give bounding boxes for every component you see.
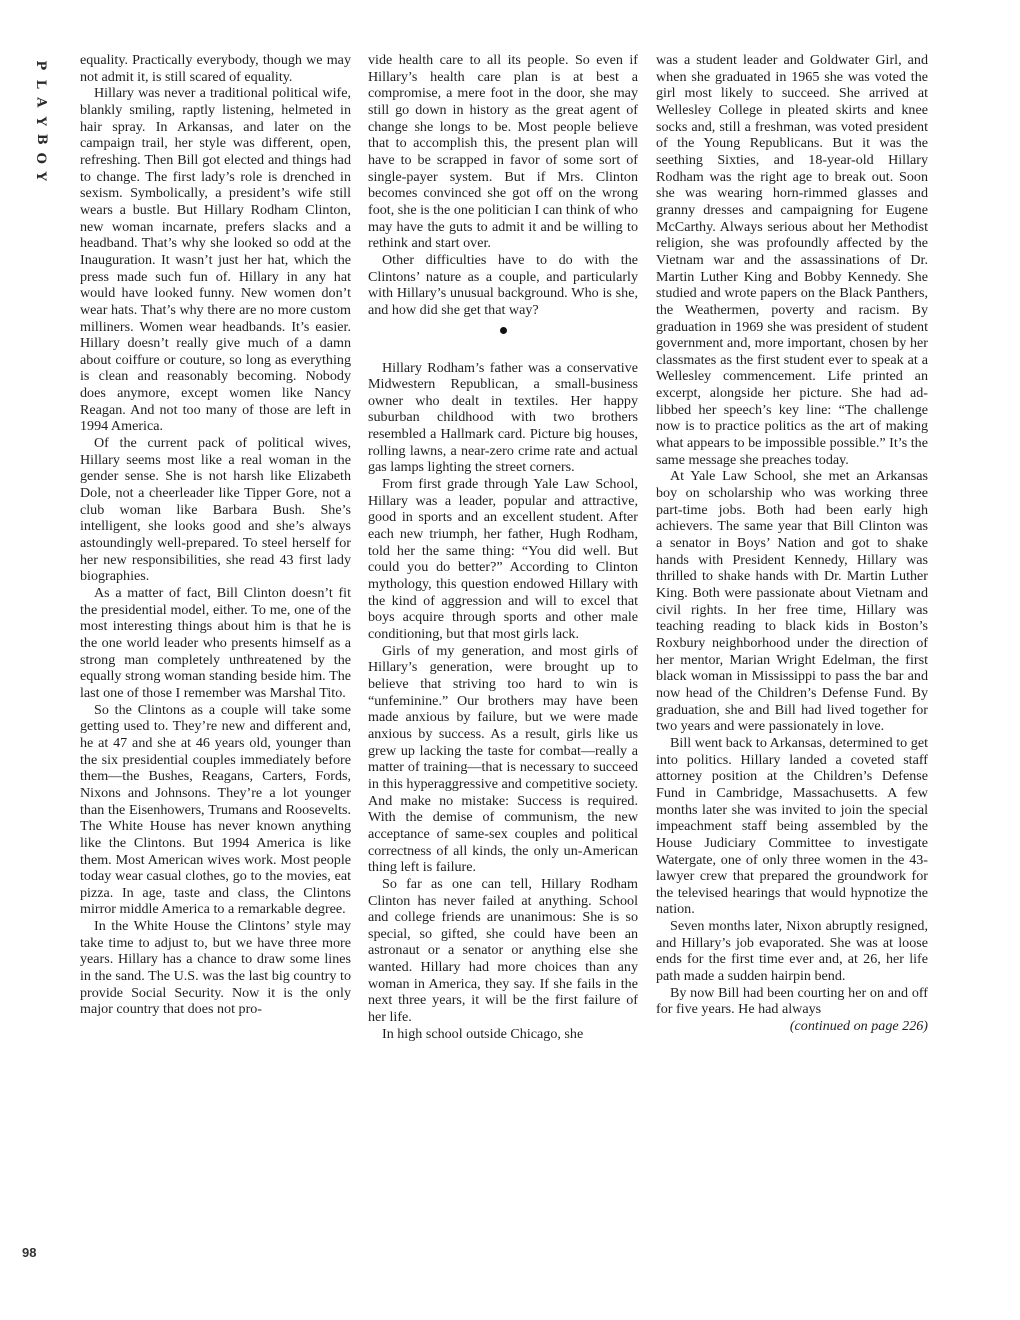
article-paragraph: So the Clintons as a couple will take some getting used to. They’re new and different and, he at 47 and she at 46 years old, younger than the six presidential couples immediately before them—the Bushes, Reagans, Carters, Fords, Nixons and Johnsons. They’re a lot younger than the Eisenhowers, Trumans and Roosevelts. The White House has never known anything like the Clintons. But 1994 America is like them. Most American wives work. Most people today wear casual clothes, go to the movies, eat pizza. In age, taste and class, the Clintons mirror middle America to a remarkable degree. [80,701,351,918]
article-paragraph: From first grade through Yale Law School, Hillary was a leader, popular and attractive, good in sports and an excellent student. After each new triumph, her father, Hugh Rodham, told her the same thing: “You did well. But could you do better?” According to Clinton mythology, this question endowed Hillary with the kind of aggression and will to excel that boys acquire through sports and other male conditioning, but that most girls lack. [368,476,638,642]
brand-letter: L [33,79,49,89]
article-column-3 [656,52,928,1274]
page-number: 98 [22,1245,37,1260]
article-paragraph: Hillary was never a traditional political wife, blankly smiling, raptly listening, helmeted in hair spray. In Arkansas, and later on the campaign trail, her style was different, open, refreshing. Then Bill got elected and things had to change. The first lady’s role is drenched in sexism. Symbolically, a president’s wife still wears a bustle. But Hillary Rodham Clinton, new woman incarnate, prefers slacks and a headband. That’s why she looked so odd at the Inauguration. It wasn’t just her hat, which the press made such fun of. Hillary in any hat would have looked funny. New women don’t wear hats. That’s why there are no more custom milliners. Women wear headbands. It’s easier. Hillary doesn’t really give much of a damn about coiffure or couture, so long as everything is clean and reasonably becoming. Nobody does anymore, except women like Nancy Reagan. And not too many of those are left in 1994 America. [80,85,351,435]
continued-jump-line: (continued on page 226) [789,1018,928,1035]
article-paragraph: Bill went back to Arkansas, determined to get into politics. Hillary landed a coveted staff attorney position at the Children’s Defense Fund in Cambridge, Massachusetts. A few months later she was invited to join the special impeachment staff being assembled by the House Judiciary Committee to investigate Watergate, one of only three women in the 43-lawyer crew that prepared the groundwork for the televised hearings that would hypnotize the nation. [656,734,928,918]
brand-letter: A [33,97,49,108]
brand-letter: Y [33,171,49,181]
section-break-bullet [500,327,507,334]
brand-letter: Y [33,116,49,126]
article-paragraph: Other difficulties have to do with the Clintons’ nature as a couple, and particularly with Hillary’s unusual background. Who is she, and how did she get that way? [368,251,638,318]
article-column-2 [368,52,638,1274]
magazine-brand-vertical [30,56,50,186]
article-paragraph: was a student leader and Goldwater Girl, and when she graduated in 1965 she was voted the girl most likely to succeed. She arrived at Wellesley College in pleated skirts and knee socks and, still a freshman, was voted president of the Young Republicans. But it was the seething Sixties, and 18-year-old Hillary Rodham was the right age to break out. Soon she was wearing horn-rimmed glasses and granny dresses and campaigning for Eugene McCarthy. Always serious about her Methodist religion, she was profoundly affected by the Vietnam war and the assassinations of Dr. Martin Luther King and Bobby Kennedy. She studied and wrote papers on the Black Panthers, the Weathermen, poverty and racism. By graduation in 1969 she was president of student government and, more important, chosen by her classmates as the first student ever to speak at a Wellesley commencement. Life printed an excerpt, alongside her picture. She had ad-libbed her speech’s key line: “The challenge now is to practice politics as the art of making what appears to be impossible possible.” It’s the same message she preaches today. [656,52,928,468]
article-paragraph: At Yale Law School, she met an Arkansas boy on scholarship who was working three part-time jobs. Both had been early high achievers. The same year that Bill Clinton was a senator in Boys’ Nation and got to shake hands with President Kennedy, Hillary was thrilled to shake hands with Dr. Martin Luther King. Both were passionate about Vietnam and civil rights. In her free time, Hillary was teaching reading to black kids in Boston’s Roxbury neighborhood under the direction of her mentor, Marian Wright Edelman, the first black woman in Mississippi to pass the bar and now head of the Children’s Defense Fund. By graduation, she and Bill had lived together for two years and were passionately in love. [656,468,928,735]
brand-letter: B [33,133,49,145]
article-column-1 [80,52,351,1274]
article-paragraph: Hillary Rodham’s father was a conservative Midwestern Republican, a small-business owner who dealt in textiles. Her happy suburban childhood with two brothers resembled a Hallmark card. Picture big houses, rolling lawns, a near-zero crime rate and actual gas lamps lighting the street corners. [368,359,638,476]
brand-letter: P [33,60,49,71]
article-paragraph: equality. Practically everybody, though we may not admit it, is still scared of equality. [80,52,351,85]
article-paragraph: Seven months later, Nixon abruptly resigned, and Hillary’s job evaporated. She was at loose ends for the first time ever and, at 26, her life path made a sudden hairpin bend. [656,918,928,985]
article-paragraph: In the White House the Clintons’ style may take time to adjust to, but we have three more years. Hillary has a chance to draw some lines in the sand. The U.S. was the last big country to provide Social Security. Now it is the only major country that does not pro- [80,918,351,1018]
brand-letter: O [33,152,49,164]
article-paragraph: In high school outside Chicago, she [382,1025,584,1042]
article-paragraph: As a matter of fact, Bill Clinton doesn’t fit the presidential model, either. To me, one of the most interesting things about him is that he is the one world leader who presents himself as a strong man completely unthreatened by the equally strong woman standing beside him. The last one of those I remember was Marshal Tito. [80,585,351,701]
article-paragraph: So far as one can tell, Hillary Rodham Clinton has never failed at anything. School and college friends are unanimous: She is so special, so gifted, she could have been an astronaut or a senator or anything else she wanted. Hillary had more choices than any woman in America, they say. If she fails in the next three years, it will be the first failure of her life. [368,875,638,1026]
article-paragraph: vide health care to all its people. So even if Hillary’s health care plan is at best a compromise, a mere foot in the door, she may still go down in history as the great agent of change she longs to be. Most people believe that to accomplish this, the present plan will have to be scrapped in favor of some sort of single-payer system. But if Mrs. Clinton becomes convinced she got off on the wrong foot, she is the one politician I can think of who may have the guts to admit it and be willing to rethink and start over. [368,52,638,252]
article-paragraph: Girls of my generation, and most girls of Hillary’s generation, were brought up to believe that striving too hard to win is “unfeminine.” Our brothers may have been made anxious by failure, but we were made anxious by success. As a result, girls like us grew up lacking the taste for combat—really a matter of training—that is necessary to succeed in this hyperaggressive and competitive society. And make no mistake: Success is required. With the demise of communism, the new acceptance of same-sex couples and political correctness of all kinds, the only un-American thing left is failure. [368,642,638,876]
article-paragraph: Of the current pack of political wives, Hillary seems most like a real woman in the gender sense. She is not harsh like Elizabeth Dole, not a cheerleader like Tipper Gore, not a club woman like Barbara Bush. She’s intelligent, she looks good and she’s always astoundingly well-prepared. To steel herself for her new responsibilities, she read 43 first lady biographies. [80,435,351,585]
article-paragraph: By now Bill had been courting her on and off for five years. He had always [656,984,928,1018]
